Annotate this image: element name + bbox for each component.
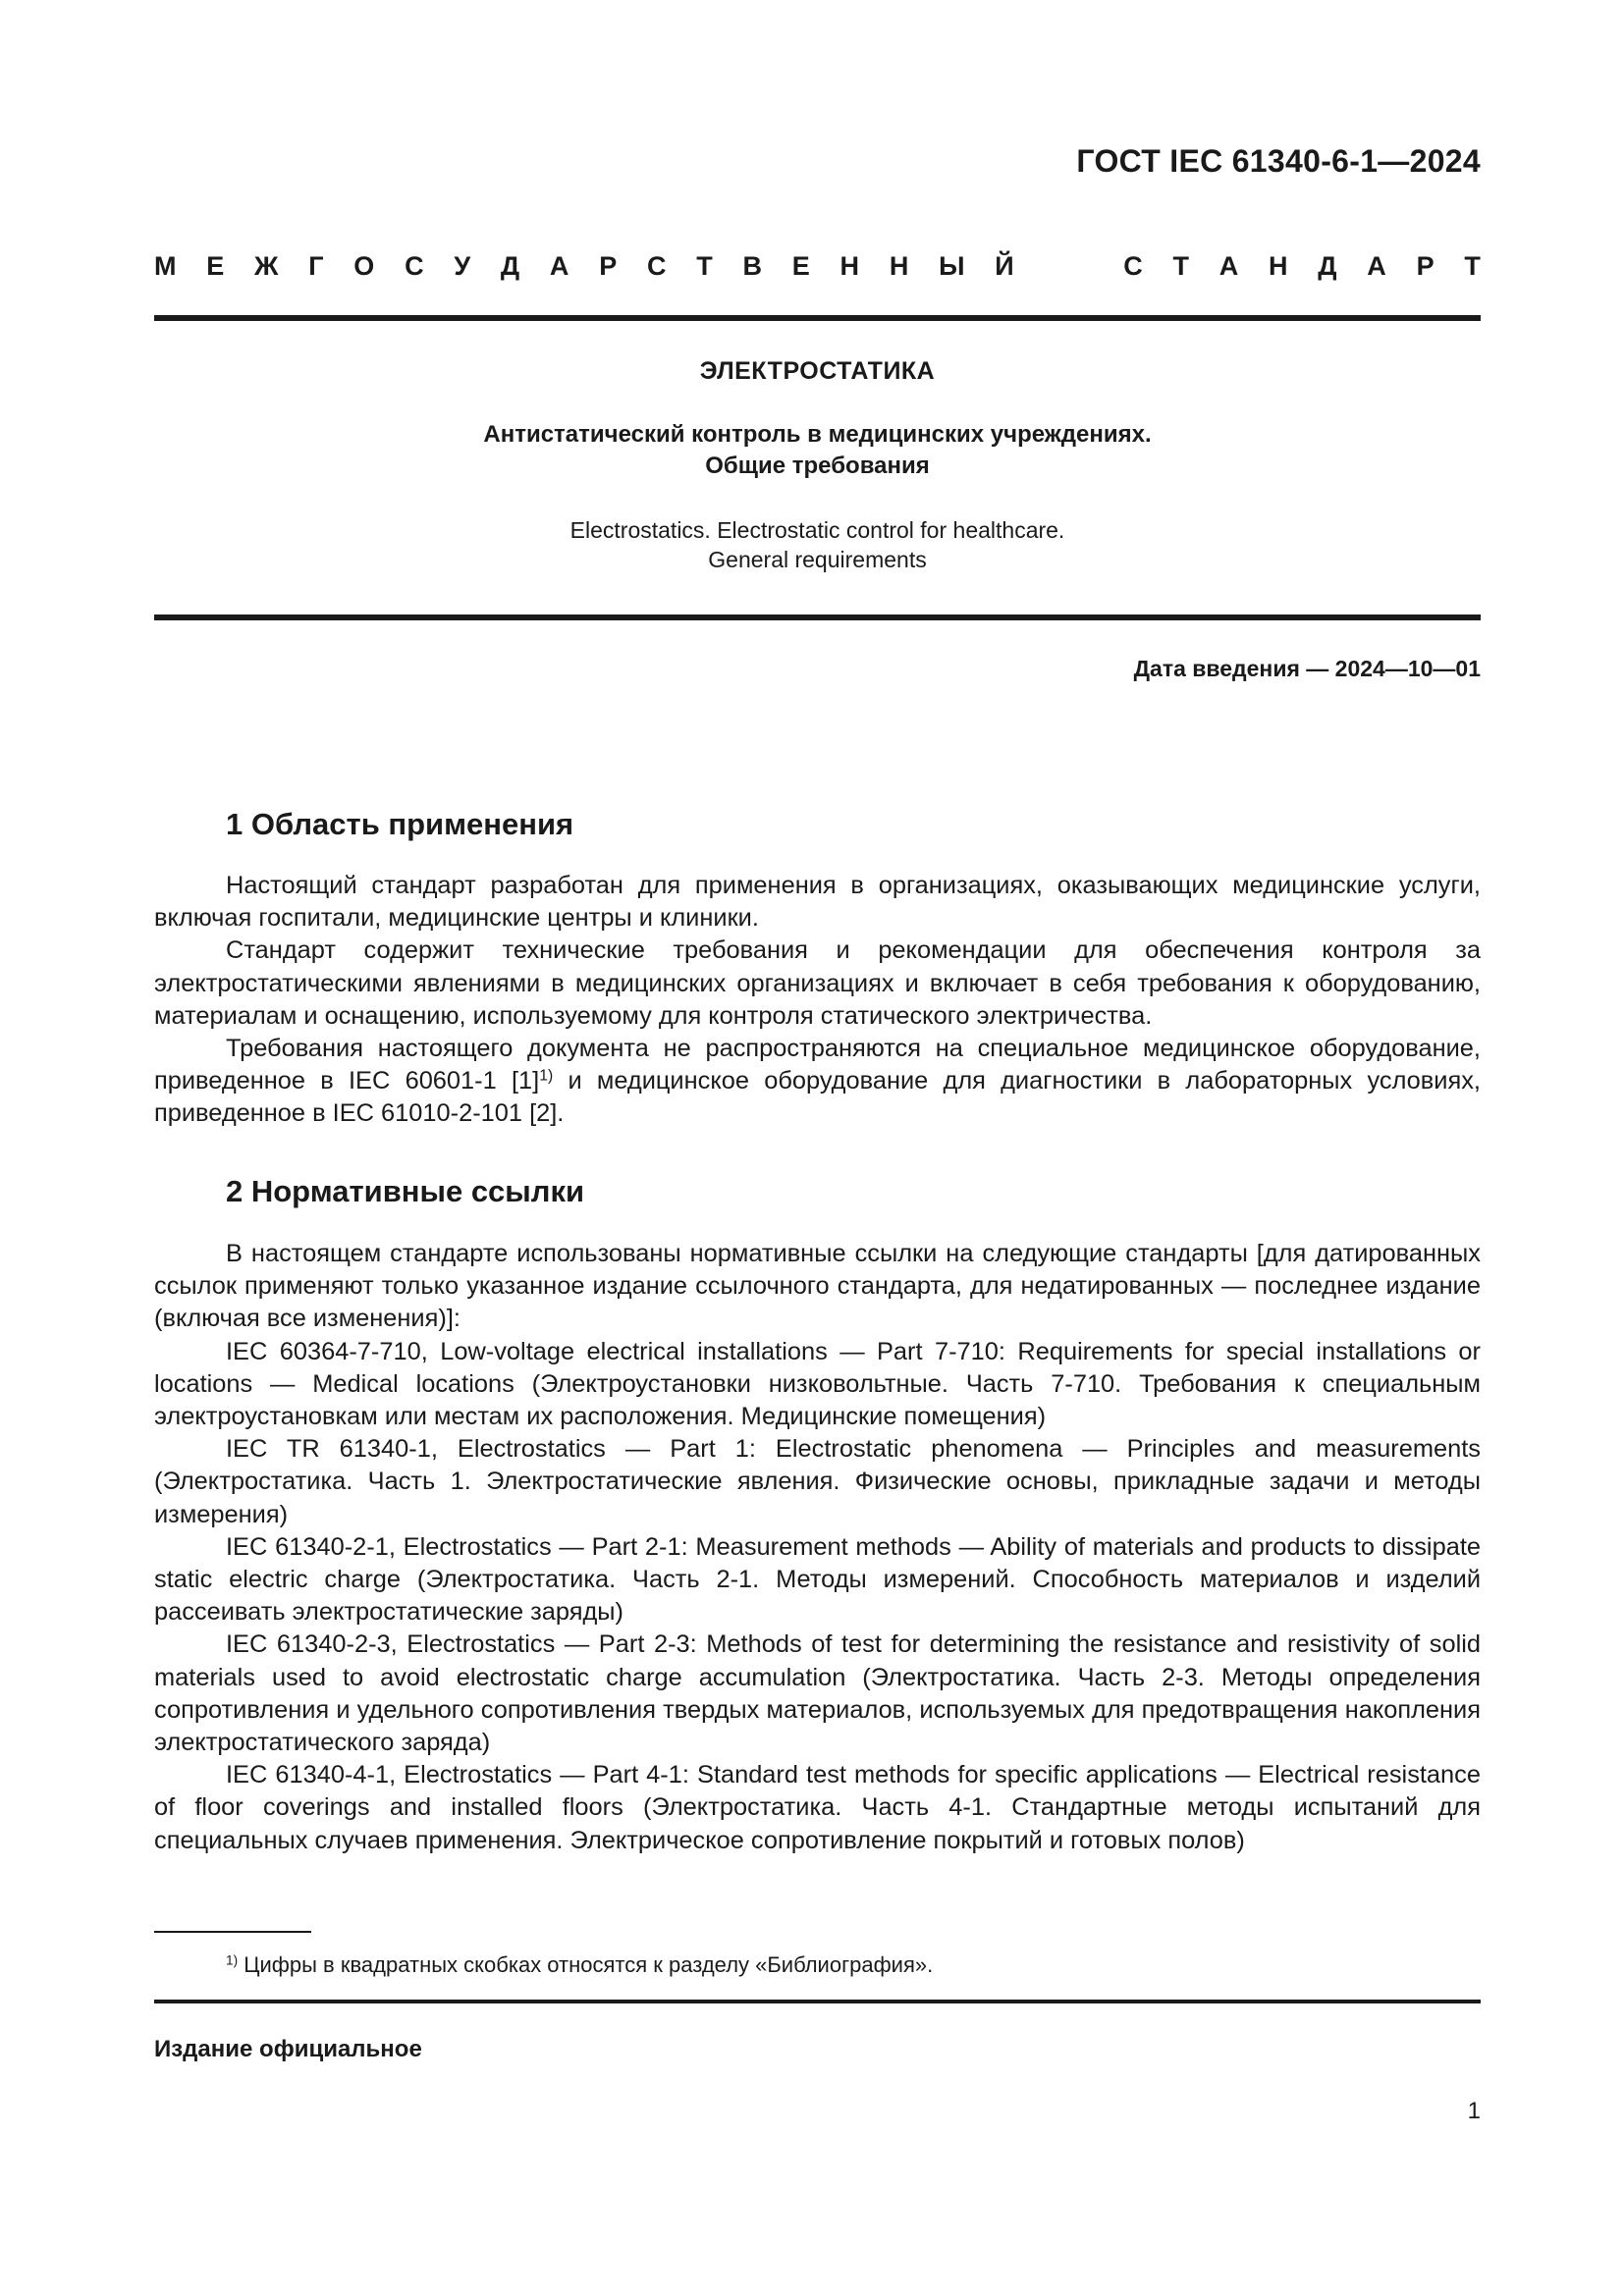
interstate-word-letter: Ы (939, 251, 965, 281)
paragraph-3-text-a: Требования настоящего документа не распространяются на специальное медицинское оборудование, приведенное в IEC 60601-1 [1] (154, 1035, 1481, 1095)
standard-word-letter: С (1123, 251, 1143, 281)
interstate-word-letter: Н (839, 251, 860, 281)
interstate-word-letter: Н (889, 251, 909, 281)
interstate-word-letter: В (742, 251, 762, 281)
interstate-word-letter: Е (791, 251, 810, 281)
subtitle-line-2: Общие требования (705, 453, 930, 479)
interstate-word-letter: М (154, 251, 177, 281)
standard-word-letter: Р (1416, 251, 1435, 281)
standard-word-letter: Н (1269, 251, 1288, 281)
section-1-paragraph-2: Стандарт содержит технические требования и рекомендации для обеспечения контроля за электростатическими явлениями в медицинских организациях и включает в себя требования к оборудованию, материалам и оснащению, используемому для контроля статического электричества. (154, 936, 1481, 1030)
standard-word-letter: Д (1318, 251, 1337, 281)
interstate-word-letter: Г (308, 251, 324, 281)
normative-reference: IEC TR 61340-1, Electrostatics — Part 1: Electrostatic phenomena — Principles and measurements (Электростатика. Часть 1. Электростатические явления. Физические основы, прикладные задачи и методы измерения) (154, 1435, 1481, 1528)
official-edition-label: Издание официальное (154, 2036, 422, 2062)
english-title-line-1: Electrostatics. Electrostatic control for healthcare. (569, 517, 1065, 543)
footnote-reference: 1) (539, 1067, 554, 1085)
normative-reference: IEC 61340-4-1, Electrostatics — Part 4-1: Standard test methods for specific applications — Electrical resistance of floor coverings and installed floors (Электростатика. Часть 4-1. Стандартные методы испытаний для специальных случаев применения. Электрическое сопротивление покрытий и готовых полов) (154, 1761, 1481, 1854)
interstate-standard-banner (154, 251, 1481, 282)
standard-word-letter: Т (1172, 251, 1189, 281)
document-number: ГОСТ IEC 61340-6-1—2024 (1076, 143, 1481, 179)
standard-word-letter: А (1367, 251, 1386, 281)
section-2-intro: В настоящем стандарте использованы нормативные ссылки на следующие стандарты [для датированных ссылок применяют только указанное издание ссылочного стандарта, для недатированных — последнее издание (включая все изменения)]: (154, 1240, 1481, 1333)
interstate-word-letter: Ж (254, 251, 279, 281)
document-title: ЭЛЕКТРОСТАТИКА (699, 357, 936, 385)
introduction-date: Дата введения — 2024—10—01 (1133, 656, 1481, 681)
english-title (154, 515, 1481, 574)
document-subtitle (154, 419, 1481, 482)
normative-reference: IEC 61340-2-1, Electrostatics — Part 2-1: Measurement methods — Ability of materials and products to dissipate static electric charge (Электростатика. Часть 2-1. Методы измерений. Способность материалов и изделий рассеивать электростатические заряды) (154, 1532, 1481, 1627)
footer-divider (154, 2000, 1481, 2003)
footnote-text: Цифры в квадратных скобках относятся к разделу «Библиография». (238, 1952, 934, 1977)
word-gap (1044, 251, 1093, 282)
standard-word-letter: Т (1464, 251, 1481, 281)
english-title-line-2: General requirements (708, 547, 927, 572)
interstate-word-letter: О (353, 251, 375, 281)
section-1-paragraph-3 (154, 1033, 1481, 1131)
interstate-word-letter: Р (599, 251, 618, 281)
header-divider (154, 315, 1481, 321)
normative-reference: IEC 60364-7-710, Low-voltage electrical installations — Part 7-710: Requirements for special installations or locations — Medical locations (Электроустановки низковольтные. Часть 7-710. Требования к специальным электроустановкам или местам их расположения. Медицинские помещения) (154, 1337, 1481, 1431)
interstate-word-letter: А (549, 251, 569, 281)
interstate-word-letter: Й (995, 251, 1014, 281)
section-1-body (154, 870, 1481, 1131)
interstate-word-letter: Е (206, 251, 225, 281)
interstate-word-letter: С (646, 251, 667, 281)
standard-word-letter: А (1218, 251, 1239, 281)
normative-reference: IEC 61340-2-3, Electrostatics — Part 2-3: Methods of test for determining the resistance and resistivity of solid materials used to avoid electrostatic charge accumulation (Электростатика. Часть 2-3. Методы определения сопротивления и удельного сопротивления твердых материалов, используемых для предотвращения накопления электростатического заряда) (154, 1630, 1481, 1757)
interstate-word-letter: Т (696, 251, 713, 281)
section-2-heading: 2 Нормативные ссылки (226, 1174, 585, 1208)
subtitle-line-1: Антистатический контроль в медицинских учреждениях. (483, 421, 1152, 448)
footnote-mark: 1) (226, 1952, 239, 1968)
interstate-word-letter: Д (500, 251, 520, 281)
paragraph-3-text-b: и медицинское оборудование для диагностики в лабораторных условиях, приведенное в IEC 61010-2-101 [2]. (154, 1067, 1481, 1128)
interstate-word-letter: У (454, 251, 471, 281)
footnote (226, 1952, 933, 1978)
section-1-heading: 1 Область применения (226, 807, 574, 841)
footnote-divider (154, 1931, 311, 1933)
title-divider (154, 614, 1481, 620)
page-number: 1 (1467, 2098, 1481, 2124)
section-1-paragraph-1: Настоящий стандарт разработан для применения в организациях, оказывающих медицинские услуги, включая госпитали, медицинские центры и клиники. (154, 872, 1481, 933)
section-2-body (154, 1238, 1481, 1857)
interstate-word-letter: С (405, 251, 424, 281)
